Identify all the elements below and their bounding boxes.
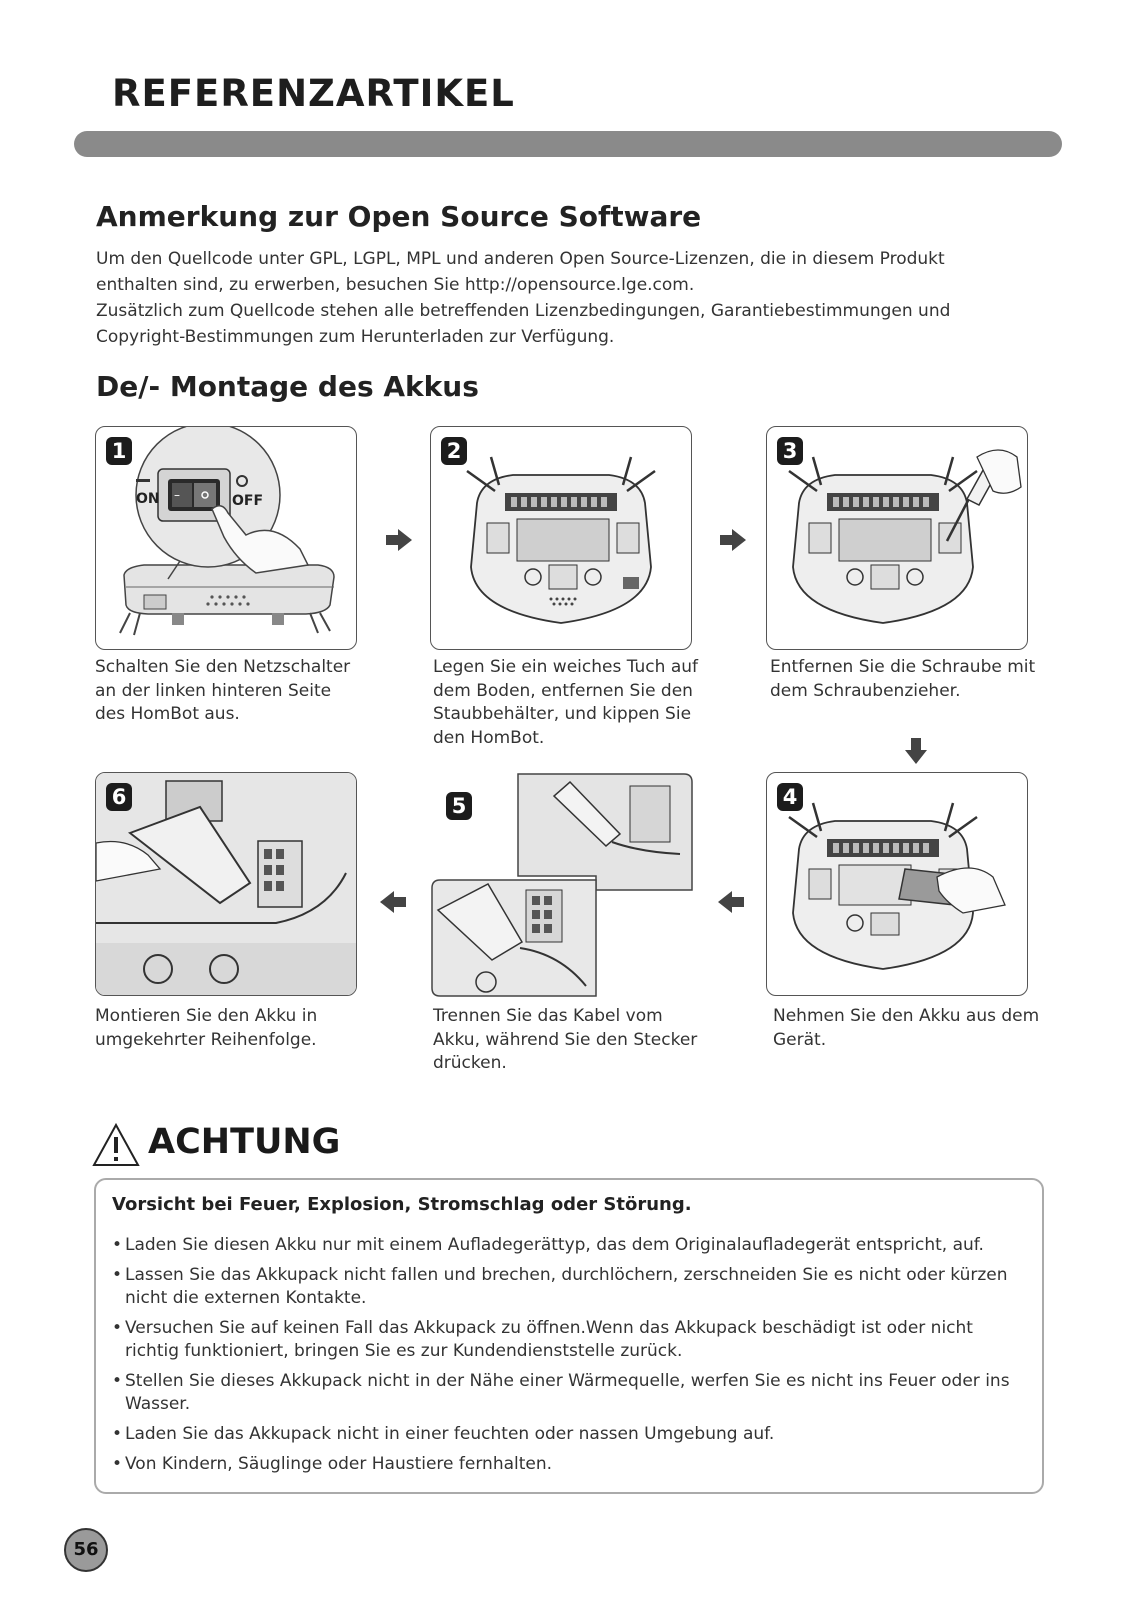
step-6-caption: Montieren Sie den Akku in umgekehrter Reihenfolge. — [95, 1006, 318, 1050]
warning-item: • Stellen Sie dieses Akkupack nicht in der Nähe einer Wärmequelle, werfen Sie es nicht ins Feuer oder ins Wasser. — [112, 1370, 1027, 1416]
warning-item: • Lassen Sie das Akkupack nicht fallen und brechen, durchlöchern, zerschneiden Sie es nicht oder kürzen nicht die externen Kontakte. — [112, 1264, 1027, 1310]
step-4-badge: 4 — [777, 783, 803, 811]
step-1-badge: 1 — [106, 437, 132, 465]
open-source-paragraph-2: Zusätzlich zum Quellcode stehen alle betreffenden Lizenzbedingungen, Garantiebestimmungen und Copyright-Bestimmungen zum Herunterladen zur Verfügung. — [96, 301, 951, 347]
warning-item: • Laden Sie diesen Akku nur mit einem Aufladegerättyp, das dem Originalaufladegerät entspricht, auf. — [112, 1234, 1027, 1257]
page-title: REFERENZARTIKEL — [112, 72, 515, 115]
step-1-illustration — [95, 426, 357, 650]
battery-reinstall-illustration — [96, 773, 356, 995]
open-source-paragraph-1: Um den Quellcode unter GPL, LGPL, MPL und anderen Open Source-Lizenzen, die in diesem Produkt enthalten sind, zu erwerben, besuchen Sie http://opensource.lge.com. — [96, 249, 945, 295]
warning-item: • Laden Sie das Akkupack nicht in einer feuchten oder nassen Umgebung auf. — [112, 1423, 1027, 1446]
step-6-illustration — [95, 772, 357, 996]
power-switch-illustration — [96, 427, 356, 649]
warning-box-title: Vorsicht bei Feuer, Explosion, Stromschlag oder Störung. — [112, 1194, 692, 1215]
arrow-left-icon — [716, 890, 746, 914]
step-5-badge: 5 — [446, 792, 472, 820]
warning-list — [112, 1234, 1027, 1483]
svg-text:–: – — [174, 488, 180, 502]
step-3-illustration — [766, 426, 1028, 650]
arrow-left-icon — [378, 890, 408, 914]
battery-removal-illustration — [767, 773, 1027, 995]
warning-triangle-icon — [92, 1122, 140, 1168]
step-3-badge: 3 — [777, 437, 803, 465]
step-4-caption: Nehmen Sie den Akku aus dem Gerät. — [773, 1006, 1040, 1050]
step-1-caption: Schalten Sie den Netzschalter an der linken hinteren Seite des HomBot aus. — [95, 657, 351, 724]
header-divider-bar — [74, 131, 1062, 157]
step-2-caption: Legen Sie ein weiches Tuch auf dem Boden, entfernen Sie den Staubbehälter, und kippen Sie den HomBot. — [433, 657, 699, 748]
warning-title: ACHTUNG — [148, 1122, 341, 1162]
open-source-heading: Anmerkung zur Open Source Software — [96, 200, 702, 233]
open-source-text — [96, 246, 1026, 350]
warning-item: • Von Kindern, Säuglinge oder Haustiere fernhalten. — [112, 1453, 1027, 1476]
step-2-illustration — [430, 426, 692, 650]
step-5-caption: Trennen Sie das Kabel vom Akku, während Sie den Stecker drücken. — [433, 1006, 698, 1073]
switch-off-label: OFF — [232, 493, 264, 509]
step-4-illustration — [766, 772, 1028, 996]
step-2-badge: 2 — [441, 437, 467, 465]
arrow-right-icon — [718, 528, 748, 552]
step-6-badge: 6 — [106, 783, 132, 811]
warning-item: • Versuchen Sie auf keinen Fall das Akkupack zu öffnen.Wenn das Akkupack beschädigt ist oder nicht richtig funktioniert, bringen Sie es zur Kundendienststelle zurück. — [112, 1317, 1027, 1363]
step-3-caption: Entfernen Sie die Schraube mit dem Schraubenzieher. — [770, 657, 1036, 701]
screwdriver-illustration — [767, 427, 1027, 649]
step-5-illustration — [430, 772, 694, 998]
switch-on-label: ON — [136, 491, 160, 507]
warning-box — [94, 1178, 1044, 1494]
arrow-right-icon — [384, 528, 414, 552]
robot-underside-illustration — [431, 427, 691, 649]
arrow-down-icon — [904, 736, 928, 766]
battery-heading: De/- Montage des Akkus — [96, 370, 479, 403]
page-number: 56 — [64, 1528, 108, 1572]
